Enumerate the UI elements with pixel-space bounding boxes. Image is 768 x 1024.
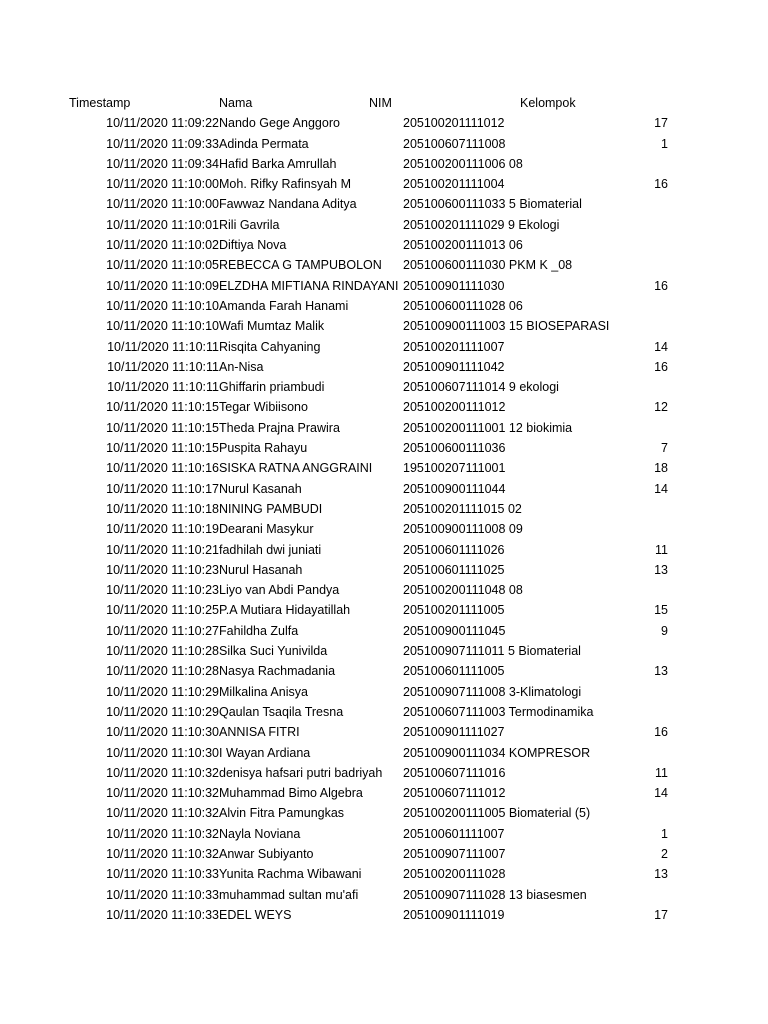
nim-cell: 205100601111026	[403, 542, 505, 557]
kelompok-cell: 15	[654, 603, 668, 618]
nama-cell: Alvin Fitra Pamungkas	[219, 806, 345, 821]
nim-cell: 205100907111007	[403, 846, 506, 861]
nama-cell: REBECCA G TAMPUBOLON	[219, 258, 382, 273]
table-row	[0, 479, 768, 499]
nama-cell: Fahildha Zulfa	[219, 623, 299, 638]
table-row	[0, 276, 768, 296]
spreadsheet	[0, 93, 768, 925]
table-row	[0, 600, 768, 620]
nim-cell: 205100600111036	[403, 441, 506, 456]
nama-cell: Nurul Kasanah	[219, 481, 302, 496]
timestamp-cell: 10/11/2020 11:10:17	[106, 481, 219, 496]
header-kelompok: Kelompok	[520, 96, 576, 110]
kelompok-cell: 16	[654, 359, 668, 374]
kelompok-cell: 12	[654, 400, 668, 415]
timestamp-cell: 10/11/2020 11:10:30	[106, 725, 219, 740]
timestamp-cell: 10/11/2020 11:10:15	[106, 400, 219, 415]
nama-cell: Hafid Barka Amrullah	[219, 156, 337, 171]
nama-cell: P.A Mutiara Hidayatillah	[219, 603, 351, 618]
table-row	[0, 824, 768, 844]
timestamp-cell: 10/11/2020 11:10:11	[107, 359, 219, 374]
nim-cell: 205100200111012	[403, 400, 506, 415]
kelompok-cell: 2	[661, 846, 668, 861]
nama-cell: Nayla Noviana	[219, 826, 301, 841]
table-row	[0, 113, 768, 133]
nama-cell: Nando Gege Anggoro	[219, 116, 340, 131]
nama-cell: Theda Prajna Prawira	[219, 420, 340, 435]
kelompok-cell: 11	[655, 542, 668, 557]
table-row	[0, 154, 768, 174]
timestamp-cell: 10/11/2020 11:09:33	[106, 136, 219, 151]
nama-cell: Liyo van Abdi Pandya	[219, 583, 340, 598]
nama-cell: An-Nisa	[219, 359, 264, 374]
kelompok-cell: 16	[654, 725, 668, 740]
nim-cell: 205100907111011 5 Biomaterial	[403, 644, 581, 659]
timestamp-cell: 10/11/2020 11:10:18	[106, 501, 219, 516]
table-row	[0, 803, 768, 823]
nim-cell: 205100901111027	[403, 725, 505, 740]
nama-cell: EDEL WEYS	[219, 907, 292, 922]
nama-cell: Adinda Permata	[219, 136, 309, 151]
kelompok-cell: 17	[654, 116, 668, 131]
table-row	[0, 174, 768, 194]
table-row	[0, 722, 768, 742]
timestamp-cell: 10/11/2020 11:10:32	[106, 826, 219, 841]
nama-cell: ANNISA FITRI	[219, 725, 300, 740]
timestamp-cell: 10/11/2020 11:10:00	[106, 177, 219, 192]
header-row	[0, 93, 768, 113]
nim-cell: 205100907111028 13 biasesmen	[403, 887, 587, 902]
table-row	[0, 580, 768, 600]
nama-cell: Amanda Farah Hanami	[219, 298, 349, 313]
table-row	[0, 661, 768, 681]
timestamp-cell: 10/11/2020 11:10:11	[107, 380, 219, 395]
timestamp-cell: 10/11/2020 11:10:09	[106, 278, 219, 293]
nim-cell: 205100901111019	[403, 907, 505, 922]
nim-cell: 205100201111029 9 Ekologi	[403, 217, 560, 232]
timestamp-cell: 10/11/2020 11:10:23	[106, 562, 219, 577]
table-row	[0, 357, 768, 377]
nim-cell: 205100201111015 02	[403, 501, 522, 516]
nim-cell: 205100607111016	[403, 765, 506, 780]
timestamp-cell: 10/11/2020 11:10:28	[106, 664, 219, 679]
nama-cell: Diftiya Nova	[219, 238, 287, 253]
nama-cell: SISKA RATNA ANGGRAINI	[219, 461, 373, 476]
table-row	[0, 134, 768, 154]
timestamp-cell: 10/11/2020 11:10:29	[106, 684, 219, 699]
nim-cell: 205100200111005 Biomaterial (5)	[403, 806, 591, 821]
timestamp-cell: 10/11/2020 11:09:34	[106, 156, 219, 171]
timestamp-cell: 10/11/2020 11:10:33	[106, 867, 219, 882]
table-row	[0, 905, 768, 925]
nim-cell: 205100200111006 08	[403, 156, 523, 171]
kelompok-cell: 13	[654, 867, 668, 882]
kelompok-cell: 14	[654, 339, 668, 354]
nama-cell: muhammad sultan mu'afi	[219, 887, 359, 902]
nim-cell: 205100907111008 3-Klimatologi	[403, 684, 582, 699]
timestamp-cell: 10/11/2020 11:10:23	[106, 583, 219, 598]
kelompok-cell: 13	[654, 664, 668, 679]
table-row	[0, 763, 768, 783]
nim-cell: 205100607111014 9 ekologi	[403, 380, 559, 395]
nim-cell: 195100207111001	[403, 461, 506, 476]
nama-cell: Nasya Rachmadania	[219, 664, 336, 679]
header-nim: NIM	[369, 96, 392, 110]
nama-cell: Wafi Mumtaz Malik	[219, 319, 325, 334]
kelompok-cell: 17	[654, 907, 668, 922]
table-row	[0, 438, 768, 458]
nama-cell: fadhilah dwi juniati	[219, 542, 322, 557]
timestamp-cell: 10/11/2020 11:10:32	[106, 765, 219, 780]
timestamp-cell: 10/11/2020 11:10:32	[106, 846, 219, 861]
nim-cell: 205100607111008	[403, 136, 506, 151]
table-row	[0, 296, 768, 316]
timestamp-cell: 10/11/2020 11:10:27	[106, 623, 219, 638]
kelompok-cell: 9	[661, 623, 668, 638]
nim-cell: 205100607111012	[403, 786, 506, 801]
table-row	[0, 844, 768, 864]
timestamp-cell: 10/11/2020 11:10:33	[106, 907, 219, 922]
timestamp-cell: 10/11/2020 11:10:25	[106, 603, 219, 618]
nama-cell: Puspita Rahayu	[219, 441, 308, 456]
table-row	[0, 540, 768, 560]
kelompok-cell: 1	[661, 136, 668, 151]
timestamp-cell: 10/11/2020 11:10:19	[106, 522, 219, 537]
kelompok-cell: 11	[655, 765, 668, 780]
nama-cell: Muhammad Bimo Algebra	[219, 786, 363, 801]
nim-cell: 205100607111003 Termodinamika	[403, 704, 594, 719]
timestamp-cell: 10/11/2020 11:10:16	[106, 461, 219, 476]
nim-cell: 205100201111012	[403, 116, 505, 131]
table-row	[0, 682, 768, 702]
timestamp-cell: 10/11/2020 11:10:32	[106, 786, 219, 801]
kelompok-cell: 7	[661, 441, 668, 456]
nim-cell: 205100900111045	[403, 623, 506, 638]
nim-cell: 205100601111007	[403, 826, 505, 841]
table-row	[0, 215, 768, 235]
nim-cell: 205100201111004	[403, 177, 505, 192]
nama-cell: Nurul Hasanah	[219, 562, 303, 577]
timestamp-cell: 10/11/2020 11:09:22	[106, 116, 219, 131]
nim-cell: 205100200111013 06	[403, 238, 523, 253]
nim-cell: 205100200111028	[403, 867, 506, 882]
timestamp-cell: 10/11/2020 11:10:21	[106, 542, 219, 557]
table-row	[0, 783, 768, 803]
nama-cell: Dearani Masykur	[219, 522, 314, 537]
table-row	[0, 316, 768, 336]
timestamp-cell: 10/11/2020 11:10:10	[106, 298, 219, 313]
table-row	[0, 519, 768, 539]
nim-cell: 205100600111028 06	[403, 298, 523, 313]
table-row	[0, 885, 768, 905]
timestamp-cell: 10/11/2020 11:10:01	[106, 217, 219, 232]
nim-cell: 205100901111030	[403, 278, 505, 293]
timestamp-cell: 10/11/2020 11:10:11	[107, 339, 219, 354]
nama-cell: Qaulan Tsaqila Tresna	[219, 704, 344, 719]
kelompok-cell: 14	[654, 481, 668, 496]
timestamp-cell: 10/11/2020 11:10:10	[106, 319, 219, 334]
table-row	[0, 255, 768, 275]
nim-cell: 205100901111042	[403, 359, 505, 374]
table-body	[0, 113, 768, 925]
table-row	[0, 458, 768, 478]
table-row	[0, 864, 768, 884]
kelompok-cell: 1	[661, 826, 668, 841]
timestamp-cell: 10/11/2020 11:10:15	[106, 441, 219, 456]
table-row	[0, 641, 768, 661]
nama-cell: Fawwaz Nandana Aditya	[219, 197, 357, 212]
header-timestamp: Timestamp	[69, 96, 131, 110]
table-row	[0, 743, 768, 763]
table-row	[0, 418, 768, 438]
timestamp-cell: 10/11/2020 11:10:32	[106, 806, 219, 821]
timestamp-cell: 10/11/2020 11:10:28	[106, 644, 219, 659]
timestamp-cell: 10/11/2020 11:10:29	[106, 704, 219, 719]
kelompok-cell: 13	[654, 562, 668, 577]
nim-cell: 205100201111007	[403, 339, 505, 354]
nim-cell: 205100601111005	[403, 664, 505, 679]
table-row	[0, 560, 768, 580]
table-row	[0, 337, 768, 357]
nama-cell: Anwar Subiyanto	[219, 846, 314, 861]
timestamp-cell: 10/11/2020 11:10:00	[106, 197, 219, 212]
table-row	[0, 397, 768, 417]
nama-cell: Silka Suci Yunivilda	[219, 644, 328, 659]
timestamp-cell: 10/11/2020 11:10:05	[106, 258, 219, 273]
nama-cell: Moh. Rifky Rafinsyah M	[219, 177, 351, 192]
nim-cell: 205100900111003 15 BIOSEPARASI	[403, 319, 610, 334]
nama-cell: I Wayan Ardiana	[219, 745, 311, 760]
timestamp-cell: 10/11/2020 11:10:02	[106, 238, 219, 253]
table-row	[0, 377, 768, 397]
table-row	[0, 621, 768, 641]
kelompok-cell: 16	[654, 278, 668, 293]
nim-cell: 205100900111034 KOMPRESOR	[403, 745, 591, 760]
table-row	[0, 235, 768, 255]
nim-cell: 205100200111048 08	[403, 583, 523, 598]
nim-cell: 205100601111025	[403, 562, 505, 577]
nama-cell: denisya hafsari putri badriyah	[219, 765, 383, 780]
timestamp-cell: 10/11/2020 11:10:33	[106, 887, 219, 902]
nama-cell: Ghiffarin priambudi	[219, 380, 325, 395]
nim-cell: 205100900111044	[403, 481, 506, 496]
kelompok-cell: 16	[654, 177, 668, 192]
nama-cell: Risqita Cahyaning	[219, 339, 321, 354]
table-row	[0, 499, 768, 519]
header-nama: Nama	[219, 96, 253, 110]
nama-cell: Tegar Wibiisono	[219, 400, 308, 415]
kelompok-cell: 14	[654, 786, 668, 801]
kelompok-cell: 18	[654, 461, 668, 476]
table-row	[0, 702, 768, 722]
nama-cell: ELZDHA MIFTIANA RINDAYANI	[219, 278, 399, 293]
nama-cell: Rili Gavrila	[219, 217, 280, 232]
nama-cell: Yunita Rachma Wibawani	[219, 867, 362, 882]
timestamp-cell: 10/11/2020 11:10:30	[106, 745, 219, 760]
nim-cell: 205100900111008 09	[403, 522, 523, 537]
nim-cell: 205100200111001 12 biokimia	[403, 420, 573, 435]
nim-cell: 205100201111005	[403, 603, 505, 618]
nama-cell: Milkalina Anisya	[219, 684, 308, 699]
nim-cell: 205100600111033 5 Biomaterial	[403, 197, 582, 212]
timestamp-cell: 10/11/2020 11:10:15	[106, 420, 219, 435]
nama-cell: NINING PAMBUDI	[219, 501, 323, 516]
nim-cell: 205100600111030 PKM K _08	[403, 258, 573, 273]
table-row	[0, 194, 768, 214]
